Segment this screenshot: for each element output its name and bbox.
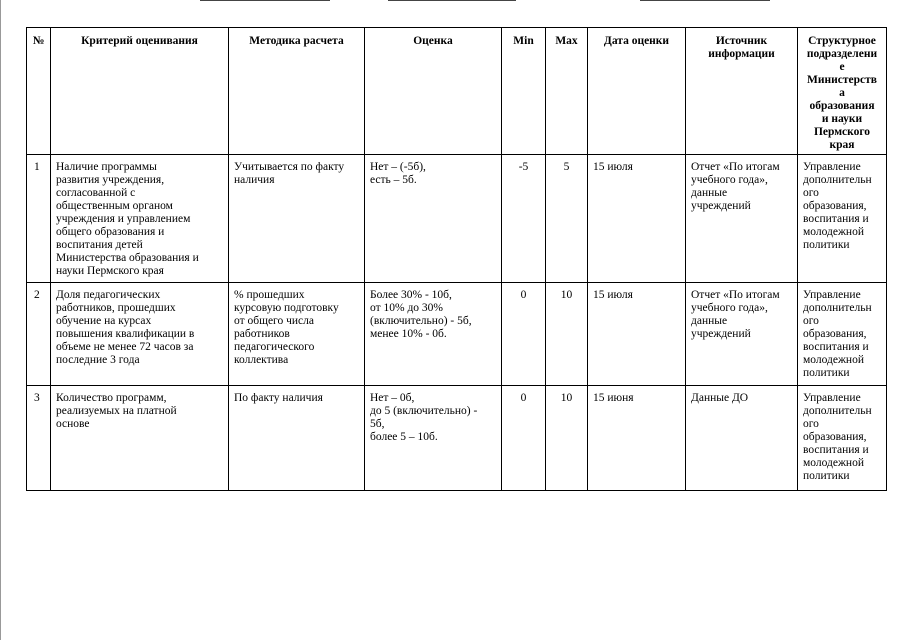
row-min: -5 [502,155,546,283]
top-edge-rule [200,0,330,1]
row-date: 15 июля [588,155,686,283]
top-edge-rule [640,0,770,1]
row-num: 3 [27,386,51,491]
table-header-row [27,28,887,155]
header-score: Оценка [365,28,502,155]
top-edge-rule [388,0,516,1]
row-method: % прошедших курсовую подготовку от общего числа работников педагогического коллектива [229,283,365,386]
header-num: № [27,28,51,155]
row-num: 1 [27,155,51,283]
row-max: 10 [546,386,588,491]
row-source: Данные ДО [686,386,798,491]
row-department: Управление дополнительн ого образования, воспитания и молодежной политики [798,155,887,283]
row-source: Отчет «По итогам учебного года», данные учреждений [686,155,798,283]
row-criterion: Количество программ, реализуемых на платной основе [51,386,229,491]
row-min: 0 [502,386,546,491]
row-method: Учитывается по факту наличия [229,155,365,283]
header-department: Структурное подразделени е Министерств а образования и науки Пермского края [798,28,887,155]
header-max: Max [546,28,588,155]
row-criterion: Наличие программы развития учреждения, согласованной с общественным органом учреждения и управлением общего образования и воспитания детей Министерства образования и науки Пермского края [51,155,229,283]
table-row [27,155,887,283]
table-row [27,386,887,491]
row-source: Отчет «По итогам учебного года», данные учреждений [686,283,798,386]
row-criterion: Доля педагогических работников, прошедших обучение на курсах повышения квалификации в объеме не менее 72 часов за последние 3 года [51,283,229,386]
row-date: 15 июня [588,386,686,491]
row-max: 10 [546,283,588,386]
row-department: Управление дополнительн ого образования, воспитания и молодежной политики [798,386,887,491]
row-score: Нет – 0б, до 5 (включительно) - 5б, более 5 – 10б. [365,386,502,491]
row-min: 0 [502,283,546,386]
assessment-criteria-table [26,27,887,491]
header-min: Min [502,28,546,155]
header-criterion: Критерий оценивания [51,28,229,155]
header-source: Источник информации [686,28,798,155]
row-date: 15 июля [588,283,686,386]
left-edge-rule [0,0,1,640]
row-num: 2 [27,283,51,386]
table-row [27,283,887,386]
row-score: Нет – (-5б), есть – 5б. [365,155,502,283]
row-max: 5 [546,155,588,283]
row-score: Более 30% - 10б, от 10% до 30% (включительно) - 5б, менее 10% - 0б. [365,283,502,386]
row-method: По факту наличия [229,386,365,491]
row-department: Управление дополнительн ого образования, воспитания и молодежной политики [798,283,887,386]
header-date: Дата оценки [588,28,686,155]
header-method: Методика расчета [229,28,365,155]
